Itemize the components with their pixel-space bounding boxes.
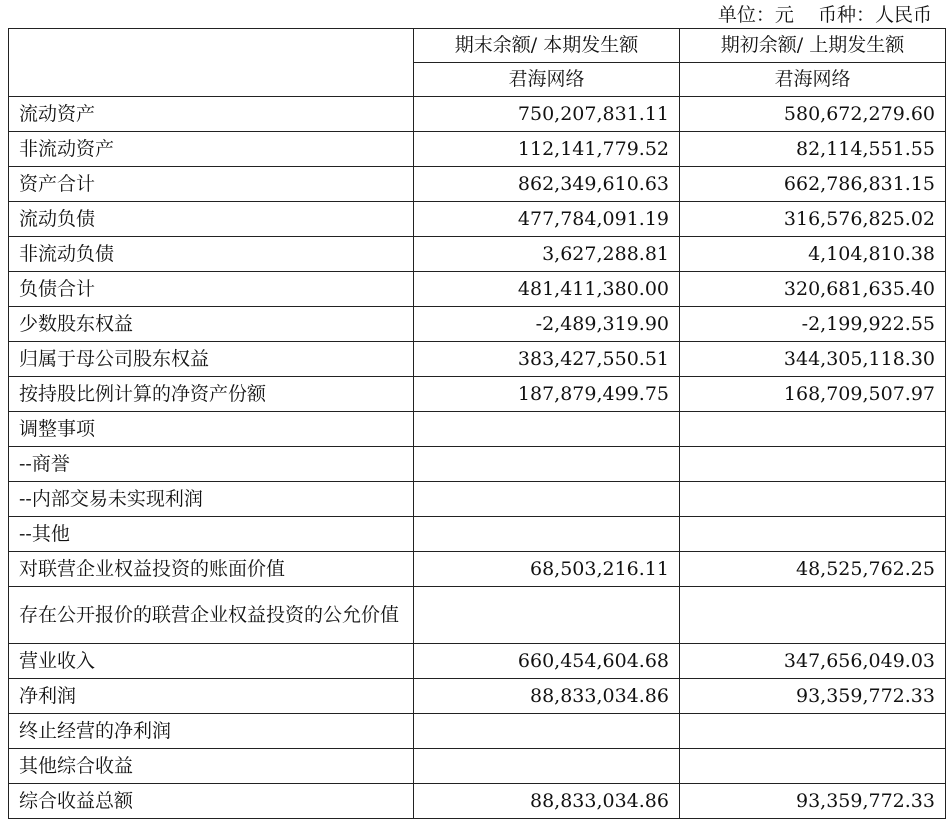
row-value-current: 481,411,380.00 <box>414 272 680 307</box>
row-value-previous: 48,525,762.25 <box>680 552 946 587</box>
row-value-previous: 4,104,810.38 <box>680 237 946 272</box>
table-row <box>9 447 946 482</box>
row-label: 其他综合收益 <box>9 749 414 784</box>
row-value-current: -2,489,319.90 <box>414 307 680 342</box>
table-row <box>9 679 946 714</box>
table-header <box>9 29 946 97</box>
row-label: 调整事项 <box>9 412 414 447</box>
row-value-previous <box>680 517 946 552</box>
row-value-previous: 347,656,049.03 <box>680 644 946 679</box>
row-label: 营业收入 <box>9 644 414 679</box>
table-row <box>9 342 946 377</box>
table-row <box>9 749 946 784</box>
row-value-current: 862,349,610.63 <box>414 167 680 202</box>
table-row <box>9 714 946 749</box>
row-label: 非流动资产 <box>9 132 414 167</box>
row-value-previous <box>680 412 946 447</box>
row-label: 流动负债 <box>9 202 414 237</box>
row-value-previous <box>680 482 946 517</box>
row-value-current <box>414 412 680 447</box>
table-body <box>9 97 946 819</box>
row-value-current: 750,207,831.11 <box>414 97 680 132</box>
row-value-previous: 316,576,825.02 <box>680 202 946 237</box>
row-value-current: 88,833,034.86 <box>414 784 680 819</box>
row-value-current <box>414 714 680 749</box>
header-company-current: 君海网络 <box>414 63 680 97</box>
row-value-previous <box>680 714 946 749</box>
header-current-period: 期末余额/ 本期发生额 <box>414 29 680 63</box>
table-row <box>9 587 946 644</box>
unit-currency-line: 单位：元 币种：人民币 <box>717 4 932 26</box>
row-label: 综合收益总额 <box>9 784 414 819</box>
row-value-current: 187,879,499.75 <box>414 377 680 412</box>
row-value-current <box>414 517 680 552</box>
row-label: 少数股东权益 <box>9 307 414 342</box>
row-label: 终止经营的净利润 <box>9 714 414 749</box>
table-row <box>9 644 946 679</box>
table-row <box>9 237 946 272</box>
row-value-previous: 168,709,507.97 <box>680 377 946 412</box>
row-value-current: 3,627,288.81 <box>414 237 680 272</box>
row-value-current: 660,454,604.68 <box>414 644 680 679</box>
table-row <box>9 784 946 819</box>
header-label-column <box>9 29 414 97</box>
row-label: 净利润 <box>9 679 414 714</box>
row-value-previous: 82,114,551.55 <box>680 132 946 167</box>
table-row <box>9 412 946 447</box>
row-value-current: 477,784,091.19 <box>414 202 680 237</box>
row-value-current <box>414 482 680 517</box>
table-row <box>9 97 946 132</box>
row-value-current: 68,503,216.11 <box>414 552 680 587</box>
row-value-current <box>414 587 680 644</box>
row-value-previous: 344,305,118.30 <box>680 342 946 377</box>
row-value-previous: -2,199,922.55 <box>680 307 946 342</box>
table-row <box>9 132 946 167</box>
row-value-previous <box>680 749 946 784</box>
row-value-current <box>414 749 680 784</box>
row-label: 存在公开报价的联营企业权益投资的公允价值 <box>9 587 414 644</box>
row-label: 资产合计 <box>9 167 414 202</box>
table-row <box>9 202 946 237</box>
table-row <box>9 552 946 587</box>
row-value-previous <box>680 447 946 482</box>
row-label: --其他 <box>9 517 414 552</box>
row-label: --内部交易未实现利润 <box>9 482 414 517</box>
header-company-previous: 君海网络 <box>680 63 946 97</box>
row-value-previous: 93,359,772.33 <box>680 784 946 819</box>
table-row <box>9 167 946 202</box>
row-label: 流动资产 <box>9 97 414 132</box>
row-value-previous <box>680 587 946 644</box>
table-row <box>9 272 946 307</box>
row-value-previous: 320,681,635.40 <box>680 272 946 307</box>
row-value-previous: 580,672,279.60 <box>680 97 946 132</box>
row-label: 按持股比例计算的净资产份额 <box>9 377 414 412</box>
row-label: 对联营企业权益投资的账面价值 <box>9 552 414 587</box>
row-value-current: 112,141,779.52 <box>414 132 680 167</box>
row-value-previous: 662,786,831.15 <box>680 167 946 202</box>
row-label: 归属于母公司股东权益 <box>9 342 414 377</box>
row-value-current <box>414 447 680 482</box>
financial-summary-table <box>8 28 946 819</box>
header-row-periods <box>9 29 946 63</box>
row-label: --商誉 <box>9 447 414 482</box>
header-previous-period: 期初余额/ 上期发生额 <box>680 29 946 63</box>
table-row <box>9 517 946 552</box>
table-row <box>9 377 946 412</box>
row-value-previous: 93,359,772.33 <box>680 679 946 714</box>
row-label: 负债合计 <box>9 272 414 307</box>
row-label: 非流动负债 <box>9 237 414 272</box>
table-row <box>9 307 946 342</box>
row-value-current: 383,427,550.51 <box>414 342 680 377</box>
table-row <box>9 482 946 517</box>
row-value-current: 88,833,034.86 <box>414 679 680 714</box>
